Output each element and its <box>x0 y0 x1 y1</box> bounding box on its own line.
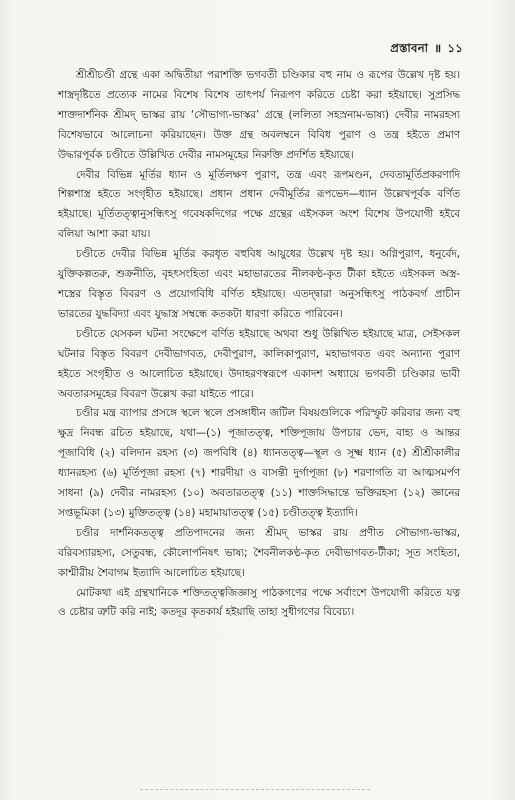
paragraph-philosophy: চণ্ডীর দার্শনিকতত্ত্ব প্রতিপাদনের জন্য শ্রীমদ্ ভাস্কর রায় প্রণীত সৌভাগ্য-ভাস্কর, বরিবস্যারহস্য, সেতুবন্ধ, কৌলোপনিষৎ ভাষ্য; শৈবনীলকণ্ঠ-কৃত দেবীভাগবত-টীকা; সূত সংহিতা, কাশ্মীরীয় শৈবাগম ইত্যাদি আলোচিত হইয়াছে। <box>58 526 460 579</box>
running-header <box>390 40 463 59</box>
paragraph-name-meanings: শ্রীশ্রীচণ্ডী গ্রন্থে একা অদ্বিতীয়া পরাশক্তি ভগবতী চণ্ডিকার বহু নাম ও রূপের উল্লেখ দৃষ্ট হয়। শাস্ত্রদৃষ্টিতে প্রত্যেক নামের বিশেষ বিশেষ তাৎপর্য নিরূপণ করিতে চেষ্টা করা হইয়াছে। সুপ্রসিদ্ধ শাক্তদার্শনিক শ্রীমদ্ ভাস্কর রায় ‘সৌভাগ্য-ভাস্কর’ গ্রন্থে (ললিতা সহস্রনাম-ভাষ্য) দেবীর নামরহস্য বিশেষভাবে আলোচনা করিয়াছেন। উক্ত গ্রন্থ অবলম্বনে বিবিধ পুরাণ ও তন্ত্র হইতে প্রমাণ উদ্ধারপূর্বক চণ্ডীতে উল্লিখিত দেবীর নামসমূহের নিরুক্তি প্রদর্শিত হইয়াছে। <box>58 69 460 161</box>
paragraph-conclusion: মোটকথা এই গ্রন্থখানিকে শক্তিতত্ত্বজিজ্ঞাসু পাঠকগণের পক্ষে সর্বাংশে উপযোগী করিতে যত্ন ও চেষ্টার ত্রুটি করি নাই; কতদূর কৃতকার্য হইয়াছি তাহা সুধীগণের বিবেচ্য। <box>58 586 460 619</box>
paragraph-iconography: দেবীর বিভিন্ন মূর্তির ধ্যান ও মূর্তিলক্ষণ পুরাণ, তন্ত্র এবং রূপমণ্ডন, দেবতামূর্তিপ্রকরণাদি শিল্পশাস্ত্র হইতে সংগৃহীত হইয়াছে। প্রধান প্রধান দেবীমূর্তির রূপভেদ—ধ্যান উল্লেখপূর্বক বর্ণিত হইয়াছে। মূর্তিতত্ত্বানুসন্ধিৎসু গবেষকদিগের পক্ষে গ্রন্থের এইসকল অংশ বিশেষ উপযোগী হইবে বলিয়া আশা করা যায়। <box>58 168 460 241</box>
paragraph-events: চণ্ডীতে যেসকল ঘটনা সংক্ষেপে বর্ণিত হইয়াছে অথবা শুধু উল্লিখিত হইয়াছে মাত্র, সেইসকল ঘটনার বিস্তৃত বিবরণ দেবীভাগবত, দেবীপুরাণ, কালিকাপুরাণ, মহাভাগবত এবং অন্যান্য পুরাণ হইতে সংগৃহীত ও আলোচিত হইয়াছে। উদাহরণস্বরূপে একাদশ অধ্যায়ে ভগবতী চণ্ডিকার ভাবী অবতারসমূহের বিবরণ উল্লেখ করা যাইতে পারে। <box>58 327 460 400</box>
bottom-edge-mark <box>140 789 370 794</box>
header-separator: ॥ <box>434 41 442 55</box>
section-title: প্রস্তাবনা <box>390 41 429 55</box>
page-body <box>58 66 460 623</box>
paragraph-weapons: চণ্ডীতে দেবীর বিভিন্ন মূর্তির করধৃত বহুবিধ আয়ুধের উল্লেখ দৃষ্ট হয়। অগ্নিপুরাণ, ধনুর্বেদ, যুক্তিকল্পতরু, শুক্রনীতি, বৃহৎসংহিতা এবং মহাভারতের নীলকণ্ঠ-কৃত টীকা হইতে এইসকল অস্ত্র-শস্ত্রের বিস্তৃত বিবরণ ও প্রয়োগবিধি বর্ণিত হইয়াছে। এতদ্দ্বারা অনুসন্ধিৎসু পাঠকবর্গ প্রাচীন ভারতের যুদ্ধবিদ্যা এবং যুদ্ধাস্ত্র সম্বন্ধে কতকটা ধারণা করিতে পারিবেন। <box>58 248 460 320</box>
paragraph-essays: চণ্ডীর মন্ত্র ব্যাপার প্রসঙ্গে স্থলে স্থলে প্রসঙ্গাধীন জটিল বিষয়গুলিকে পরিস্ফুট করিবার জন্য বহু ক্ষুদ্র নিবন্ধ রচিত হইয়াছে, যথা—(১) পূজাতত্ত্ব, শক্তিপূজায় উপচার ভেদ, বাহ্য ও আন্তর পূজাবিধি (২) বলিদান রহস্য (৩) জপবিধি (৪) ধ্যানতত্ত্ব—স্থূল ও সূক্ষ্ম ধ্যান (৫) শ্রীশ্রীকালীর ধ্যানরহস্য (৬) মূর্তিপূজা রহস্য (৭) শারদীয়া ও বাসন্তী দুর্গাপূজা (৮) শরণাগতি বা আত্মসমর্পণ সাধনা (৯) দেবীর নামরহস্য (১০) অবতারতত্ত্ব (১১) শাক্তসিদ্ধান্তে ভক্তিরহস্য (১২) জ্ঞানের সপ্তভূমিকা (১৩) মুক্তিতত্ত্ব (১৪) মহামায়াতত্ত্ব (১৫) চণ্ডীতত্ত্ব ইত্যাদি। <box>58 407 460 519</box>
page-number: ১১ <box>447 41 463 55</box>
